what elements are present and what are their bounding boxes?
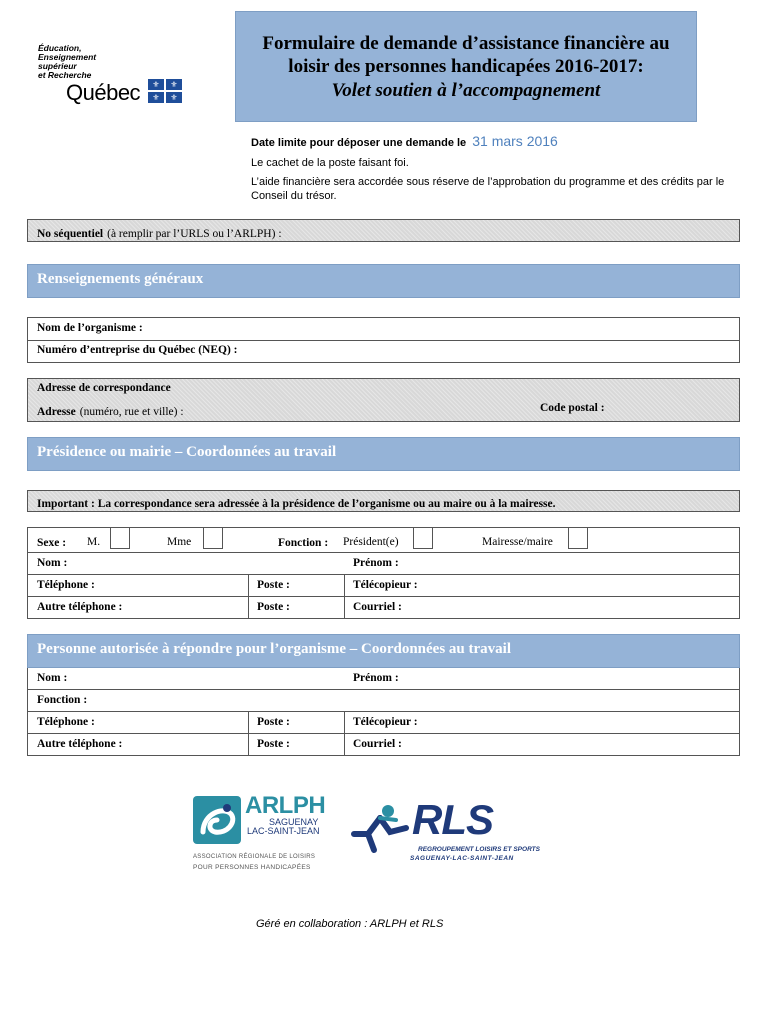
president-phone-row (27, 575, 740, 597)
president-checkbox[interactable] (413, 527, 433, 549)
postal-code-field[interactable]: Code postal : (540, 402, 605, 414)
arlph-region-2: LAC-SAINT-JEAN (247, 826, 320, 836)
authorized-alt-phone-row (27, 734, 740, 756)
postmark-note: Le cachet de la poste faisant foi. (251, 157, 409, 169)
authorized-alt-extension-field[interactable]: Poste : (257, 738, 290, 750)
organization-name-field[interactable]: Nom de l’organisme : (37, 322, 143, 334)
president-first-name-field[interactable]: Prénom : (353, 557, 399, 569)
section-presidency-header: Présidence ou mairie – Coordonnées au travail (27, 437, 740, 471)
organization-fields (27, 317, 740, 363)
mairesse-label: Mairesse/maire (482, 536, 553, 548)
deadline-date: 31 mars 2016 (472, 133, 558, 149)
president-extension-field[interactable]: Poste : (257, 579, 290, 591)
president-alt-phone-field[interactable]: Autre téléphone : (37, 601, 123, 613)
deadline-label: Date limite pour déposer une demande le (251, 137, 467, 149)
arlph-logo (191, 792, 336, 877)
rls-subtitle-2: SAGUENAY-LAC-SAINT-JEAN (410, 855, 514, 862)
sequential-number-field[interactable] (27, 219, 740, 242)
section-general-header: Renseignements généraux (27, 264, 740, 298)
ministry-line-4: et Recherche (38, 70, 92, 80)
ministry-line-1: Éducation, (38, 43, 82, 53)
authorized-fax-field[interactable]: Télécopieur : (353, 716, 418, 728)
president-label: Président(e) (343, 536, 399, 548)
arlph-name: ARLPH (245, 792, 326, 819)
deadline (251, 133, 558, 149)
authorized-function-row (27, 690, 740, 712)
president-email-field[interactable]: Courriel : (353, 601, 402, 613)
arlph-region-1: SAGUENAY (269, 817, 319, 827)
form-title-box (235, 11, 697, 122)
president-fax-field[interactable]: Télécopieur : (353, 579, 418, 591)
authorized-extension-field[interactable]: Poste : (257, 716, 290, 728)
function-label: Fonction : (278, 537, 329, 549)
ministry-line-3: supérieur (38, 61, 77, 71)
address-hint: (numéro, rue et ville) : (79, 406, 184, 418)
president-phone-field[interactable]: Téléphone : (37, 579, 95, 591)
important-text: Important : La correspondance sera adressée à la présidence de l’organisme ou au maire ou à la mairesse. (37, 498, 556, 510)
important-notice (27, 490, 740, 512)
authorized-function-field[interactable]: Fonction : (37, 694, 88, 706)
section-authorized-header: Personne autorisée à répondre pour l’organisme – Coordonnées au travail (27, 634, 740, 668)
title-line-1: Formulaire de demande d’assistance financière au (262, 33, 670, 54)
sex-function-row (27, 527, 740, 553)
aid-note: L’aide financière sera accordée sous réserve de l’approbation du programme et des crédits par le Conseil du trésor. (251, 176, 725, 202)
title-line-2: loisir des personnes handicapées 2016-2017: (288, 56, 644, 77)
authorized-name-row (27, 668, 740, 690)
president-alt-phone-row (27, 597, 740, 619)
ministry-line-2: Enseignement (38, 52, 97, 62)
quebec-wordmark: Québec (66, 80, 141, 105)
rls-logo (350, 798, 545, 870)
address-label: Adresse (37, 406, 76, 418)
sex-mme-checkbox[interactable] (203, 527, 223, 549)
arlph-subtitle-1: ASSOCIATION RÉGIONALE DE LOISIRS (193, 854, 316, 860)
runner-icon (350, 804, 412, 854)
sex-m-checkbox[interactable] (110, 527, 130, 549)
authorized-alt-phone-field[interactable]: Autre téléphone : (37, 738, 123, 750)
president-alt-extension-field[interactable]: Poste : (257, 601, 290, 613)
authorized-first-name-field[interactable]: Prénom : (353, 672, 399, 684)
authorized-phone-row (27, 712, 740, 734)
sequential-hint: (à remplir par l’URLS ou l’ARLPH) : (107, 228, 282, 240)
sequential-label: No séquentiel (37, 228, 104, 240)
rls-subtitle-1: REGROUPEMENT LOISIRS ET SPORTS (418, 846, 540, 853)
arlph-subtitle-2: POUR PERSONNES HANDICAPÉES (193, 864, 311, 871)
president-name-row (27, 553, 740, 575)
title-line-3: Volet soutien à l’accompagnement (331, 80, 601, 101)
address-field[interactable] (28, 399, 184, 421)
quebec-logo (38, 44, 188, 106)
authorized-last-name-field[interactable]: Nom : (37, 672, 68, 684)
mairesse-checkbox[interactable] (568, 527, 588, 549)
arlph-emblem-icon (193, 796, 241, 844)
address-heading: Adresse de correspondance (37, 382, 171, 394)
president-last-name-field[interactable]: Nom : (37, 557, 68, 569)
address-block (27, 378, 740, 422)
sex-mme-label: Mme (167, 536, 192, 548)
quebec-flag-icon: ⚜ ⚜ ⚜ ⚜ (148, 79, 182, 103)
sex-label: Sexe : (37, 537, 67, 549)
neq-field[interactable]: Numéro d’entreprise du Québec (NEQ) : (37, 344, 238, 356)
authorized-phone-field[interactable]: Téléphone : (37, 716, 95, 728)
authorized-email-field[interactable]: Courriel : (353, 738, 402, 750)
sex-m-label: M. (87, 536, 101, 548)
rls-name: RLS (412, 796, 493, 843)
footer-collaboration: Géré en collaboration : ARLPH et RLS (256, 918, 444, 930)
